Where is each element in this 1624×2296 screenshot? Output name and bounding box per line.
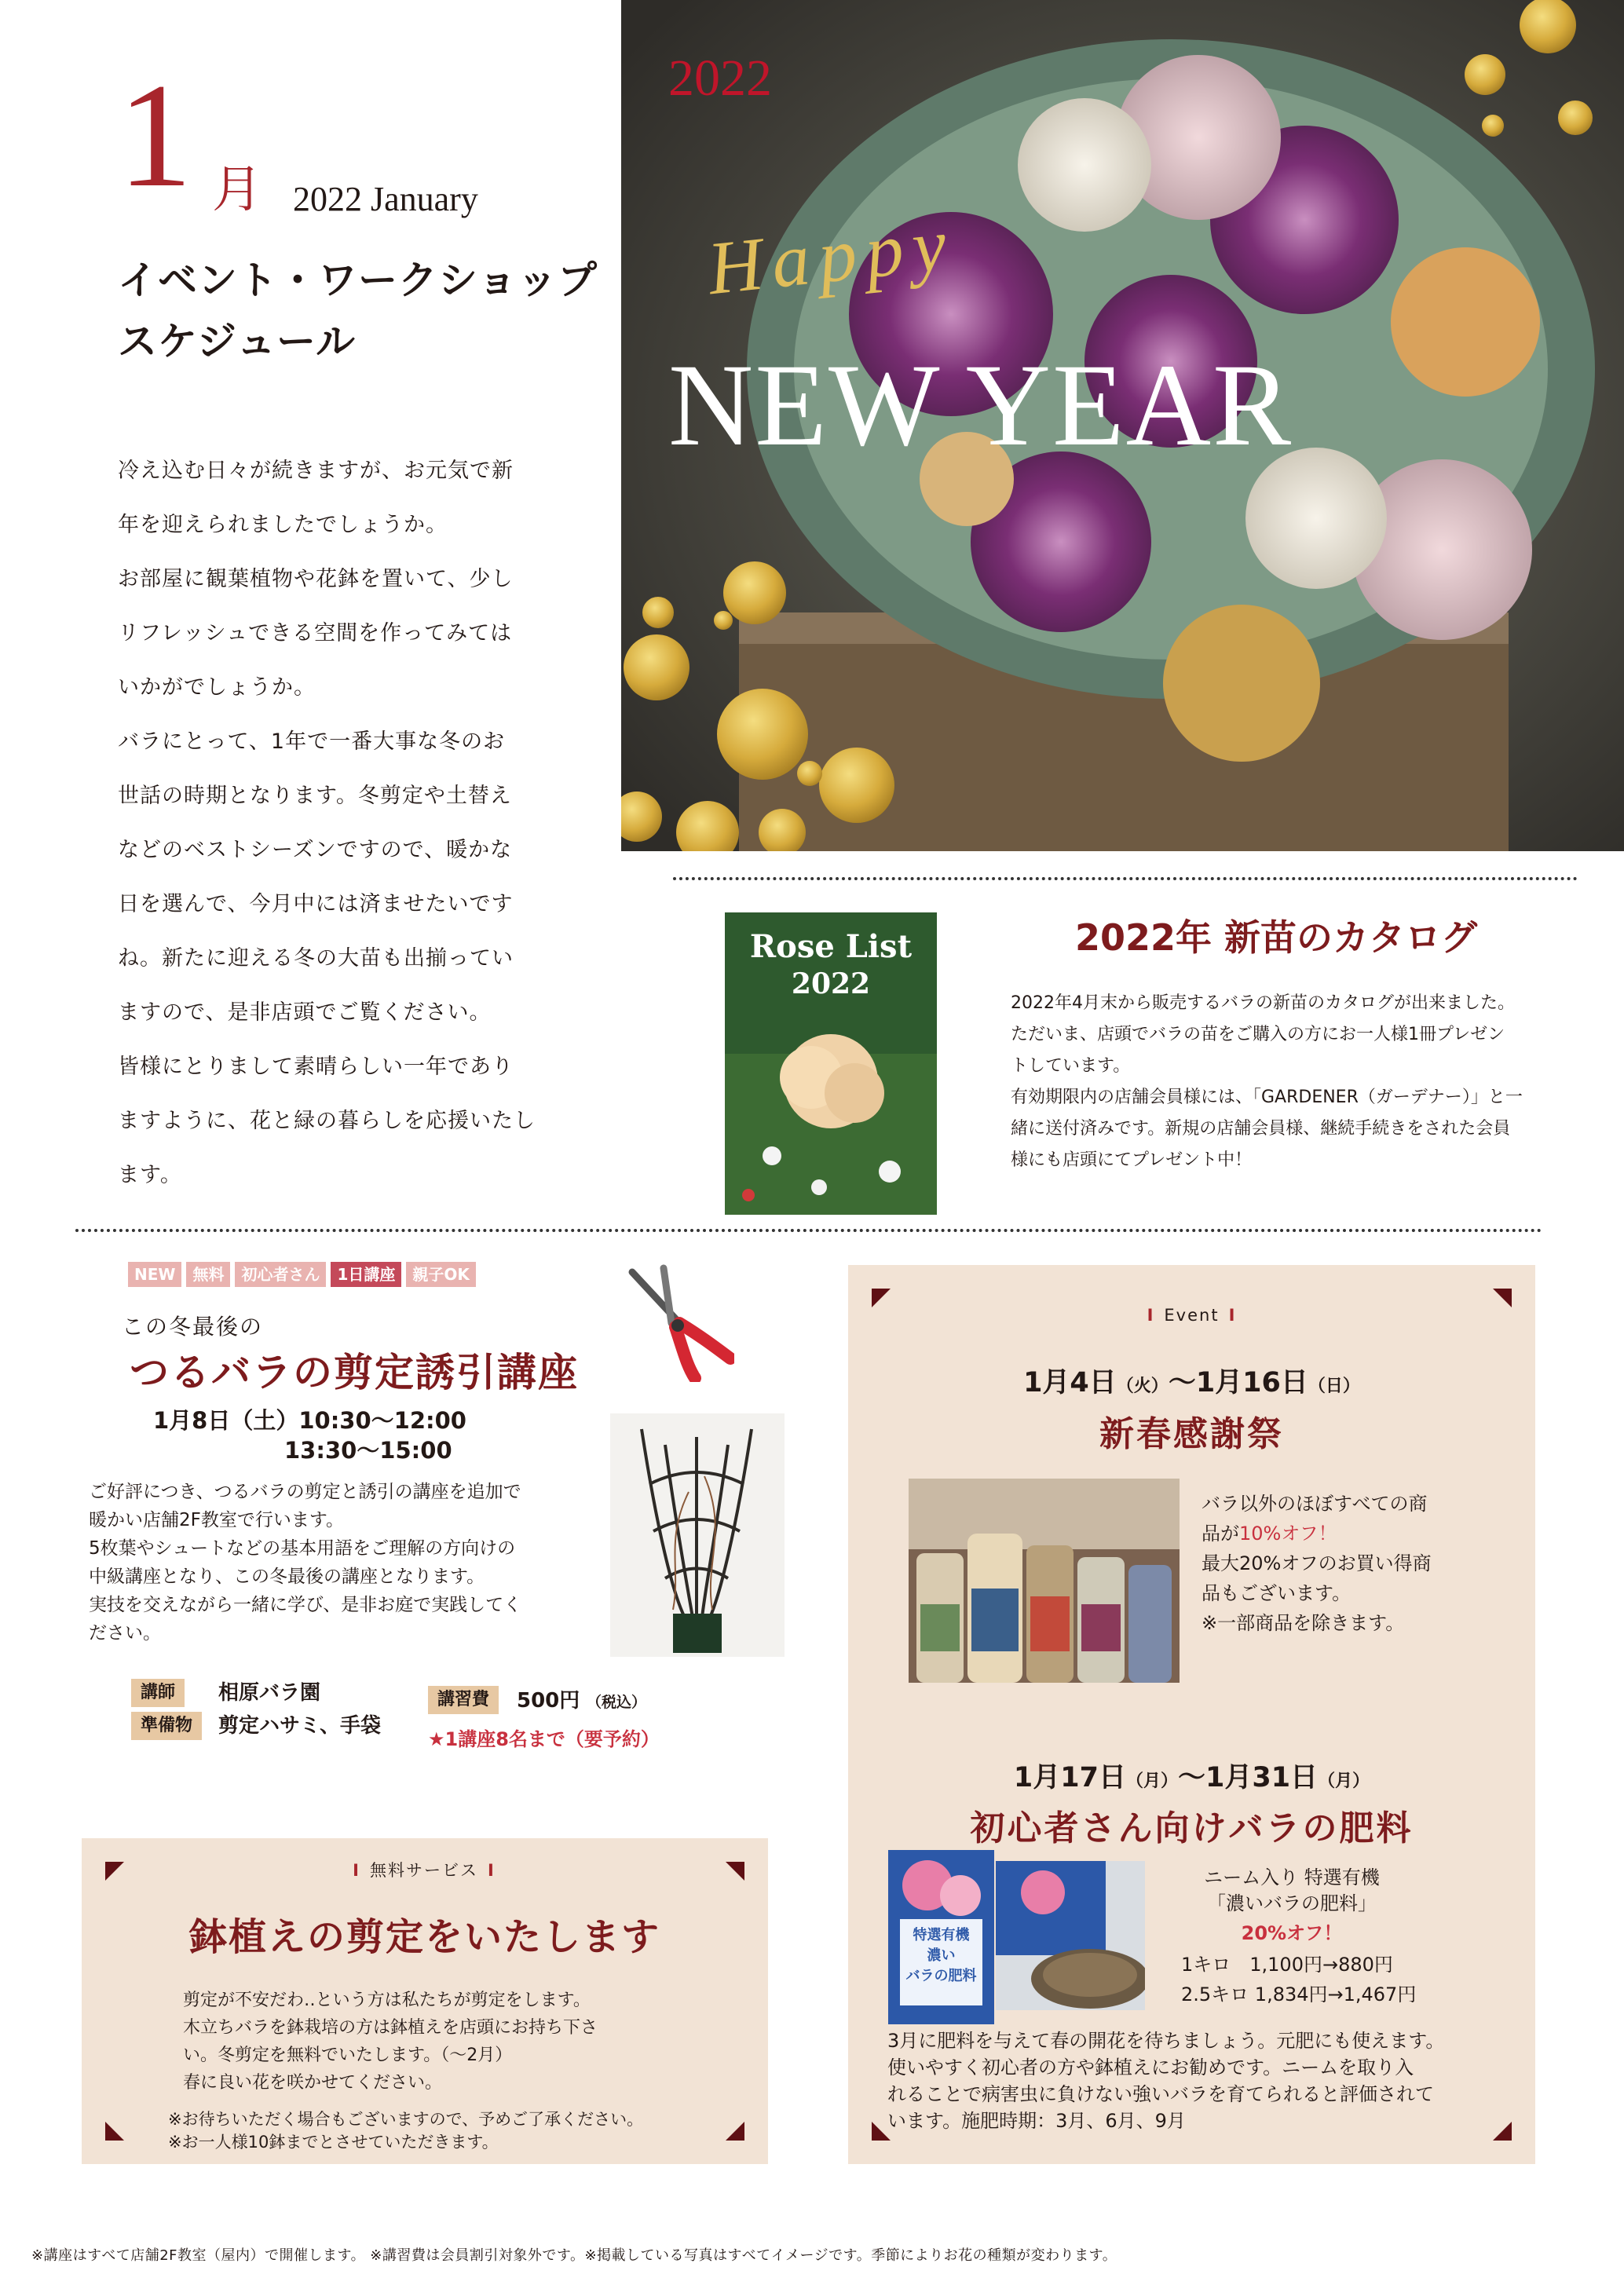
- event2-date-sep: 〜: [1177, 1762, 1205, 1793]
- service-note: ※お待ちいただく場合もございますので、予めご了承ください。: [168, 2110, 644, 2129]
- event2-date-end: 1月31日: [1205, 1762, 1319, 1793]
- event2-product-line1: ニーム入り 特選有機: [1204, 1866, 1380, 1888]
- workshop-capacity-note: ★1講座8名まで（要予約）: [428, 1728, 660, 1750]
- event1-line: [1202, 1519, 1500, 1548]
- event2-body: [887, 2027, 1508, 2134]
- workshop-body-line: 暖かい店舗2F教室で行います。: [89, 1510, 345, 1530]
- event2-date-end-dow: （月）: [1318, 1771, 1370, 1791]
- event1-date-start-dow: （火）: [1116, 1377, 1169, 1396]
- fertilizer-pellets-photo: [996, 1861, 1145, 2010]
- items-value: 剪定ハサミ、手袋: [218, 1714, 381, 1738]
- event1-line-text: 品が: [1202, 1523, 1239, 1545]
- intro-line: バラにとって、1年で一番大事な冬のお: [118, 729, 506, 754]
- tag-free: 無料: [186, 1262, 230, 1287]
- catalog-line: トしています。: [1011, 1056, 1131, 1076]
- event1-date: [848, 1361, 1535, 1400]
- event1-title: 新春感謝祭: [1099, 1414, 1284, 1454]
- schedule-title: [118, 250, 598, 372]
- event2-body-line: 使いやすく初心者の方や鉢植えにお勧めです。ニームを取り入: [887, 2057, 1414, 2078]
- intro-line: 皆様にとりまして素晴らしい一年であり: [118, 1055, 514, 1079]
- event2-body-line: れることで病害虫に負けない強いバラを育てられると評価されて: [887, 2083, 1434, 2105]
- teacher-value: 相原バラ園: [218, 1681, 321, 1705]
- event1-line: 最大20%オフのお買い得商: [1202, 1552, 1432, 1574]
- intro-line: 年を迎えられましたでしょうか。: [118, 513, 448, 537]
- workshop-body-line: ご好評につき、つるバラの剪定と誘引の講座を追加で: [89, 1482, 521, 1502]
- event1-line: ※一部商品を除きます。: [1202, 1612, 1405, 1634]
- event1-date-end: 1月16日: [1195, 1367, 1308, 1398]
- event1-date-end-dow: （日）: [1308, 1377, 1360, 1396]
- service-tag-label: 無料サービス: [370, 1861, 478, 1880]
- corner-mark: [1493, 1289, 1512, 1307]
- bag-label-line: 特選有機: [913, 1927, 970, 1943]
- month-number: 1: [118, 53, 192, 218]
- hero-year: 2022: [668, 49, 772, 107]
- intro-line: 日を選んで、今月中には済ませたいです: [118, 892, 514, 916]
- fertilizer-pellets-image: [996, 1861, 1145, 2010]
- service-body-line: い。冬剪定を無料でいたします。（〜2月）: [183, 2046, 513, 2065]
- event2-date-start: 1月17日: [1013, 1762, 1126, 1793]
- service-body-line: 春に良い花を咲かせてください。: [183, 2073, 443, 2093]
- event2-discount: 20%オフ！: [1241, 1922, 1343, 1944]
- intro-line: お部屋に観葉植物や花鉢を置いて、少し: [118, 567, 514, 591]
- service-body: [183, 1987, 701, 2097]
- catalog-line: 様にも店頭にてプレゼント中！: [1011, 1150, 1253, 1170]
- catalog-cover-title: Rose List: [749, 928, 913, 965]
- workshop-body: [89, 1478, 591, 1647]
- catalog-line: 2022年4月末から販売するバラの新苗のカタログが出来ました。: [1011, 993, 1515, 1013]
- event1-line: 品もございます。: [1202, 1582, 1352, 1604]
- workshop-title: つるバラの剪定誘引講座: [130, 1350, 579, 1395]
- fee-label: 講習費: [428, 1686, 499, 1714]
- corner-mark: [726, 2122, 744, 2141]
- catalog-line: ただいま、店頭でバラの苗をご購入の方にお一人様1冊プレゼン: [1011, 1025, 1505, 1044]
- teacher-label: 講師: [131, 1679, 185, 1707]
- intro-line: ね。新たに迎える冬の大苗も出揃ってい: [118, 946, 514, 971]
- intro-line: 世話の時期となります。冬剪定や土替え: [118, 784, 512, 808]
- corner-mark: [105, 2122, 124, 2141]
- tag-parent-child: 親子OK: [406, 1262, 476, 1287]
- catalog-cover-year: 2022: [791, 967, 871, 1000]
- service-notes: [168, 2108, 718, 2154]
- bag-label-line: 濃い: [927, 1947, 956, 1964]
- workshop-body-line: ださい。: [89, 1623, 161, 1643]
- divider-middle: [75, 1229, 1542, 1232]
- month-kanji: 月: [212, 161, 262, 219]
- trellis-photo: [610, 1413, 785, 1657]
- catalog-cover: [725, 912, 937, 1215]
- event2-date-start-dow: （月）: [1125, 1771, 1178, 1791]
- workshop-tags: [128, 1262, 476, 1287]
- event2-price-1kg: 1キロ 1,100円→880円: [1181, 1954, 1393, 1976]
- workshop-body-line: 実技を交えながら一緒に学び、是非お庭で実践してく: [89, 1595, 522, 1615]
- event1-discount: 10%オフ！: [1239, 1523, 1337, 1545]
- event2-body-line: います。施肥時期：3月、6月、9月: [887, 2110, 1186, 2132]
- tag-new: NEW: [128, 1262, 181, 1287]
- catalog-line: 有効期限内の店舗会員様には、「GARDENER（ガーデナー）」と一: [1011, 1088, 1523, 1107]
- schedule-title-line1: イベント・ワークショップ: [118, 257, 598, 303]
- workshop-body-line: 中級講座となり、この冬最後の講座となります。: [89, 1567, 485, 1587]
- tag-beginner: 初心者さん: [235, 1262, 326, 1287]
- event1-line: バラ以外のほぼすべての商: [1202, 1493, 1428, 1515]
- event1-date-sep: 〜: [1168, 1367, 1196, 1398]
- trellis-image: [610, 1413, 785, 1657]
- event1-photo: [909, 1479, 1180, 1683]
- workshop-date-second: 13:30〜15:00: [284, 1437, 452, 1464]
- intro-line: などのベストシーズンですので、暖かな: [118, 838, 513, 862]
- workshop-subtitle: この冬最後の: [122, 1314, 264, 1340]
- fertilizer-bag-photo: [888, 1850, 994, 2024]
- intro-line: いかがでしょうか。: [118, 675, 316, 700]
- service-note: ※お一人様10鉢までとさせていただきます。: [168, 2133, 499, 2152]
- event2-price-2-5kg: 2.5キロ 1,834円→1,467円: [1181, 1983, 1417, 2005]
- workshop-date: 1月8日（土）10:30〜12:00: [153, 1407, 466, 1434]
- hero-happy: Happy: [704, 200, 960, 311]
- catalog-title: 2022年 新苗のカタログ: [1074, 916, 1478, 959]
- service-tag: I 無料サービス I: [353, 1861, 496, 1880]
- intro-text: [118, 444, 558, 1202]
- hero-new-year: NEW YEAR: [668, 340, 1293, 470]
- intro-line: ます。: [118, 1163, 182, 1187]
- event1-date-start: 1月4日: [1023, 1367, 1117, 1398]
- event2-body-line: 3月に肥料を与えて春の開花を待ちましょう。元肥にも使えます。: [887, 2030, 1445, 2052]
- month-english: 2022 January: [293, 180, 478, 218]
- service-body-line: 剪定が不安だわ‥という方は私たちが剪定をします。: [183, 1991, 591, 2010]
- service-title: 鉢植えの剪定をいたします: [188, 1915, 660, 1959]
- fee-value: 500円: [517, 1689, 580, 1713]
- intro-line: ますように、花と緑の暮らしを応援いたし: [118, 1109, 536, 1133]
- event-tag-label: Event: [1164, 1306, 1220, 1325]
- event2-title: 初心者さん向けバラの肥料: [970, 1808, 1414, 1848]
- catalog-line: 緒に送付済みです。新規の店舗会員様、継続手続きをされた会員: [1011, 1119, 1511, 1139]
- hero-photo: [621, 0, 1624, 851]
- divider-top: [673, 877, 1578, 880]
- intro-line: 冷え込む日々が続きますが、お元気で新: [118, 459, 514, 483]
- service-body-line: 木立ちバラを鉢栽培の方は鉢植えを店頭にお持ち下さ: [183, 2018, 598, 2038]
- catalog-body: [1011, 988, 1572, 1176]
- intro-line: リフレッシュできる空間を作ってみては: [118, 621, 513, 645]
- event2-date: [848, 1756, 1535, 1795]
- corner-mark: [872, 1289, 891, 1307]
- fee-tax: （税込）: [587, 1694, 647, 1711]
- event1-products-image: [909, 1479, 1180, 1683]
- pruning-shears-icon: [609, 1264, 734, 1382]
- bag-label: [900, 1925, 982, 1987]
- items-label: 準備物: [131, 1712, 202, 1740]
- intro-line: ますので、是非店頭でご覧ください。: [118, 1000, 492, 1025]
- event2-product-line2: 「濃いバラの肥料」: [1207, 1892, 1377, 1914]
- event1-body: [1202, 1489, 1500, 1638]
- tag-one-day: 1日講座: [331, 1262, 401, 1287]
- event-tag: I Event I: [1147, 1306, 1237, 1325]
- bag-label-line: バラの肥料: [905, 1968, 977, 1984]
- workshop-body-line: 5枚葉やシュートなどの基本用語をご理解の方向けの: [89, 1538, 516, 1559]
- footer-note: ※講座はすべて店舗2F教室（屋内）で開催します。 ※講習費は会員割引対象外です。※掲載している写真はすべてイメージです。季節によりお花の種類が変わります。: [31, 2247, 1117, 2264]
- schedule-title-line2: スケジュール: [118, 318, 356, 364]
